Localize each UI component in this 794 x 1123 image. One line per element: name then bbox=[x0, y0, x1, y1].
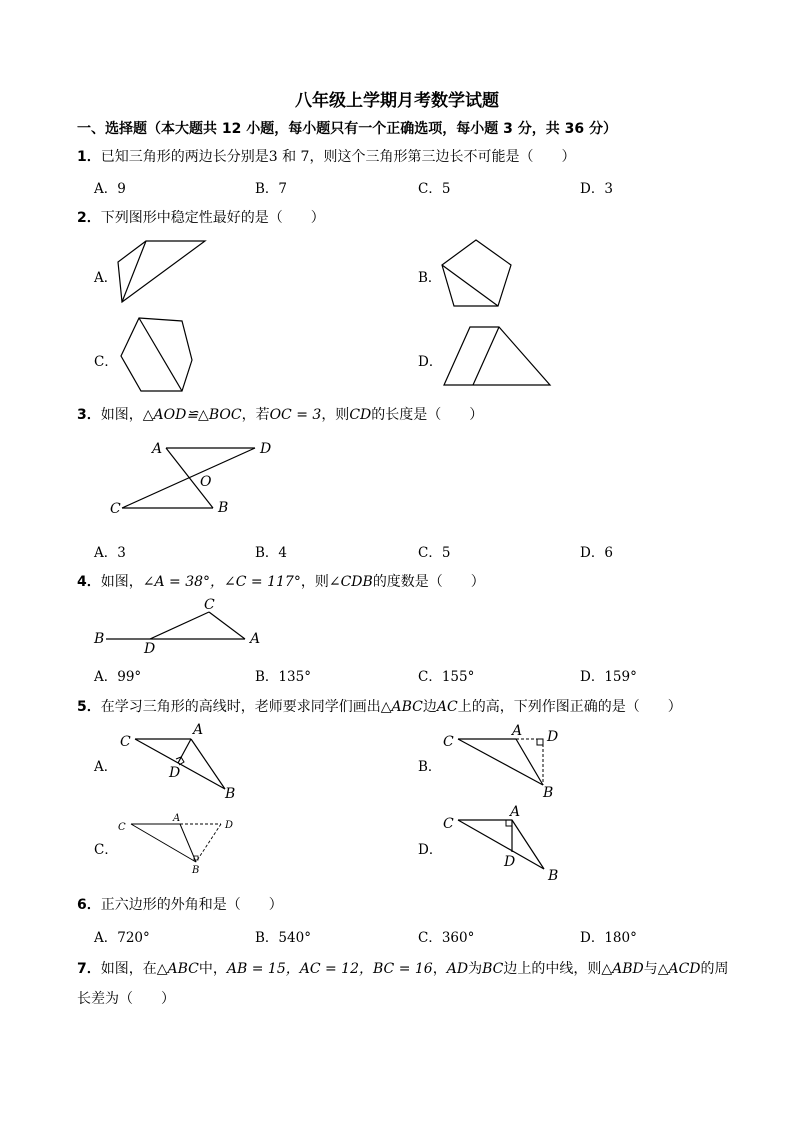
question-text: ，若 bbox=[241, 407, 270, 423]
question-text: 在学习三角形的高线时，老师要求同学们画出 bbox=[100, 699, 381, 715]
question-number: 1． bbox=[77, 149, 101, 165]
question-text: 如图，在 bbox=[100, 961, 157, 977]
label-a: A bbox=[510, 804, 521, 820]
label-d: D bbox=[169, 765, 181, 781]
math-expression: AC bbox=[436, 699, 458, 715]
math-expression: OC = 3 bbox=[269, 407, 322, 423]
q1-option-c: C．5 bbox=[418, 181, 451, 197]
label-b: B bbox=[543, 785, 554, 801]
question-number: 4． bbox=[77, 574, 101, 590]
label-c: C bbox=[118, 822, 126, 833]
q3-option-b: B．4 bbox=[255, 545, 288, 561]
q4-option-c: C．155° bbox=[418, 669, 475, 685]
math-expression: △ABD bbox=[601, 961, 644, 977]
question-text: 已知三角形的两边长分别是3 和 7，则这个三角形第三边长不可能是（ ） bbox=[100, 149, 576, 165]
math-expression: CD bbox=[349, 407, 372, 423]
q3-option-d: D．6 bbox=[580, 545, 613, 561]
question-text: ， bbox=[432, 961, 447, 977]
label-d: D bbox=[225, 820, 234, 831]
label-b: B bbox=[192, 865, 200, 876]
math-expression: ∠CDB bbox=[328, 574, 373, 590]
q6-option-b: B．540° bbox=[255, 930, 311, 946]
q5-option-d: D． bbox=[418, 842, 443, 858]
label-b: B bbox=[94, 631, 105, 647]
page-title: 八年级上学期月考数学试题 bbox=[295, 91, 499, 111]
question-text: 正六边形的外角和是（ ） bbox=[100, 897, 283, 913]
math-expression: △ABC bbox=[380, 699, 423, 715]
label-b: B bbox=[548, 868, 559, 884]
question-text: ，则 bbox=[321, 407, 350, 423]
math-expression: AD bbox=[446, 961, 469, 977]
question-number: 6． bbox=[77, 897, 101, 913]
q1-option-b: B．7 bbox=[255, 181, 288, 197]
label-d: D bbox=[504, 854, 516, 870]
label-d: D bbox=[260, 441, 272, 457]
label-d: D bbox=[144, 641, 156, 657]
question-text: 边上的中线，则 bbox=[503, 961, 602, 977]
label-a: A bbox=[152, 441, 163, 457]
question-number: 3． bbox=[77, 407, 101, 423]
q4-option-a: A．99° bbox=[94, 669, 142, 685]
math-expression: ∠A = 38°，∠C = 117° bbox=[142, 574, 301, 590]
label-a: A bbox=[193, 722, 204, 738]
label-c: C bbox=[120, 734, 131, 750]
label-b: B bbox=[225, 786, 236, 802]
label-d: D bbox=[547, 729, 559, 745]
q4-option-d: D．159° bbox=[580, 669, 637, 685]
question-text: 的周 bbox=[700, 961, 729, 977]
question-number: 7． bbox=[77, 961, 101, 977]
q3-option-c: C．5 bbox=[418, 545, 451, 561]
label-c: C bbox=[110, 501, 121, 517]
math-expression: AB = 15，AC = 12，BC = 16 bbox=[226, 961, 433, 977]
math-expression: △ACD bbox=[657, 961, 701, 977]
q1-option-a: A．9 bbox=[94, 181, 126, 197]
q6-option-c: C．360° bbox=[418, 930, 475, 946]
q4-option-b: B．135° bbox=[255, 669, 311, 685]
q5-option-b: B． bbox=[418, 759, 442, 775]
q6-option-a: A．720° bbox=[94, 930, 150, 946]
label-a: A bbox=[173, 813, 181, 824]
question-text: 为 bbox=[468, 961, 483, 977]
q2-option-b: B． bbox=[418, 270, 442, 286]
q6-option-d: D．180° bbox=[580, 930, 637, 946]
question-number: 5． bbox=[77, 699, 101, 715]
question-text: 上的高，下列作图正确的是（ ） bbox=[457, 699, 682, 715]
label-b: B bbox=[218, 500, 229, 516]
label-c: C bbox=[443, 734, 454, 750]
q2-option-c: C． bbox=[94, 354, 118, 370]
q3-option-a: A．3 bbox=[94, 545, 126, 561]
q2-option-a: A． bbox=[94, 270, 118, 286]
label-c: C bbox=[204, 597, 215, 613]
math-expression: △ABC bbox=[156, 961, 199, 977]
question-text: 如图， bbox=[100, 407, 143, 423]
math-expression: BC bbox=[482, 961, 504, 977]
math-expression: △AOD≌△BOC bbox=[142, 407, 242, 423]
question-text: 的长度是（ ） bbox=[371, 407, 484, 423]
q1-option-d: D．3 bbox=[580, 181, 613, 197]
question-6 bbox=[77, 894, 283, 914]
question-7 bbox=[77, 958, 729, 978]
section-heading: 一、选择题（本大题共 12 小题，每小题只有一个正确选项，每小题 3 分，共 36 分） bbox=[77, 121, 617, 137]
question-text: 下列图形中稳定性最好的是（ ） bbox=[100, 210, 325, 226]
question-7-line-2: 长差为（ ） bbox=[77, 991, 175, 1007]
question-number: 2． bbox=[77, 210, 101, 226]
q5-option-a: A． bbox=[94, 759, 118, 775]
label-c: C bbox=[443, 816, 454, 832]
label-a: A bbox=[512, 723, 523, 739]
label-o: O bbox=[200, 474, 212, 490]
question-text: 边 bbox=[422, 699, 437, 715]
q2-option-d: D． bbox=[418, 354, 443, 370]
question-text: 如图， bbox=[100, 574, 143, 590]
label-a: A bbox=[250, 631, 261, 647]
question-text: 的度数是（ ） bbox=[372, 574, 485, 590]
question-text: 中， bbox=[198, 961, 227, 977]
q5-option-c: C． bbox=[94, 842, 118, 858]
question-text: 与 bbox=[643, 961, 658, 977]
question-text: ，则 bbox=[300, 574, 329, 590]
